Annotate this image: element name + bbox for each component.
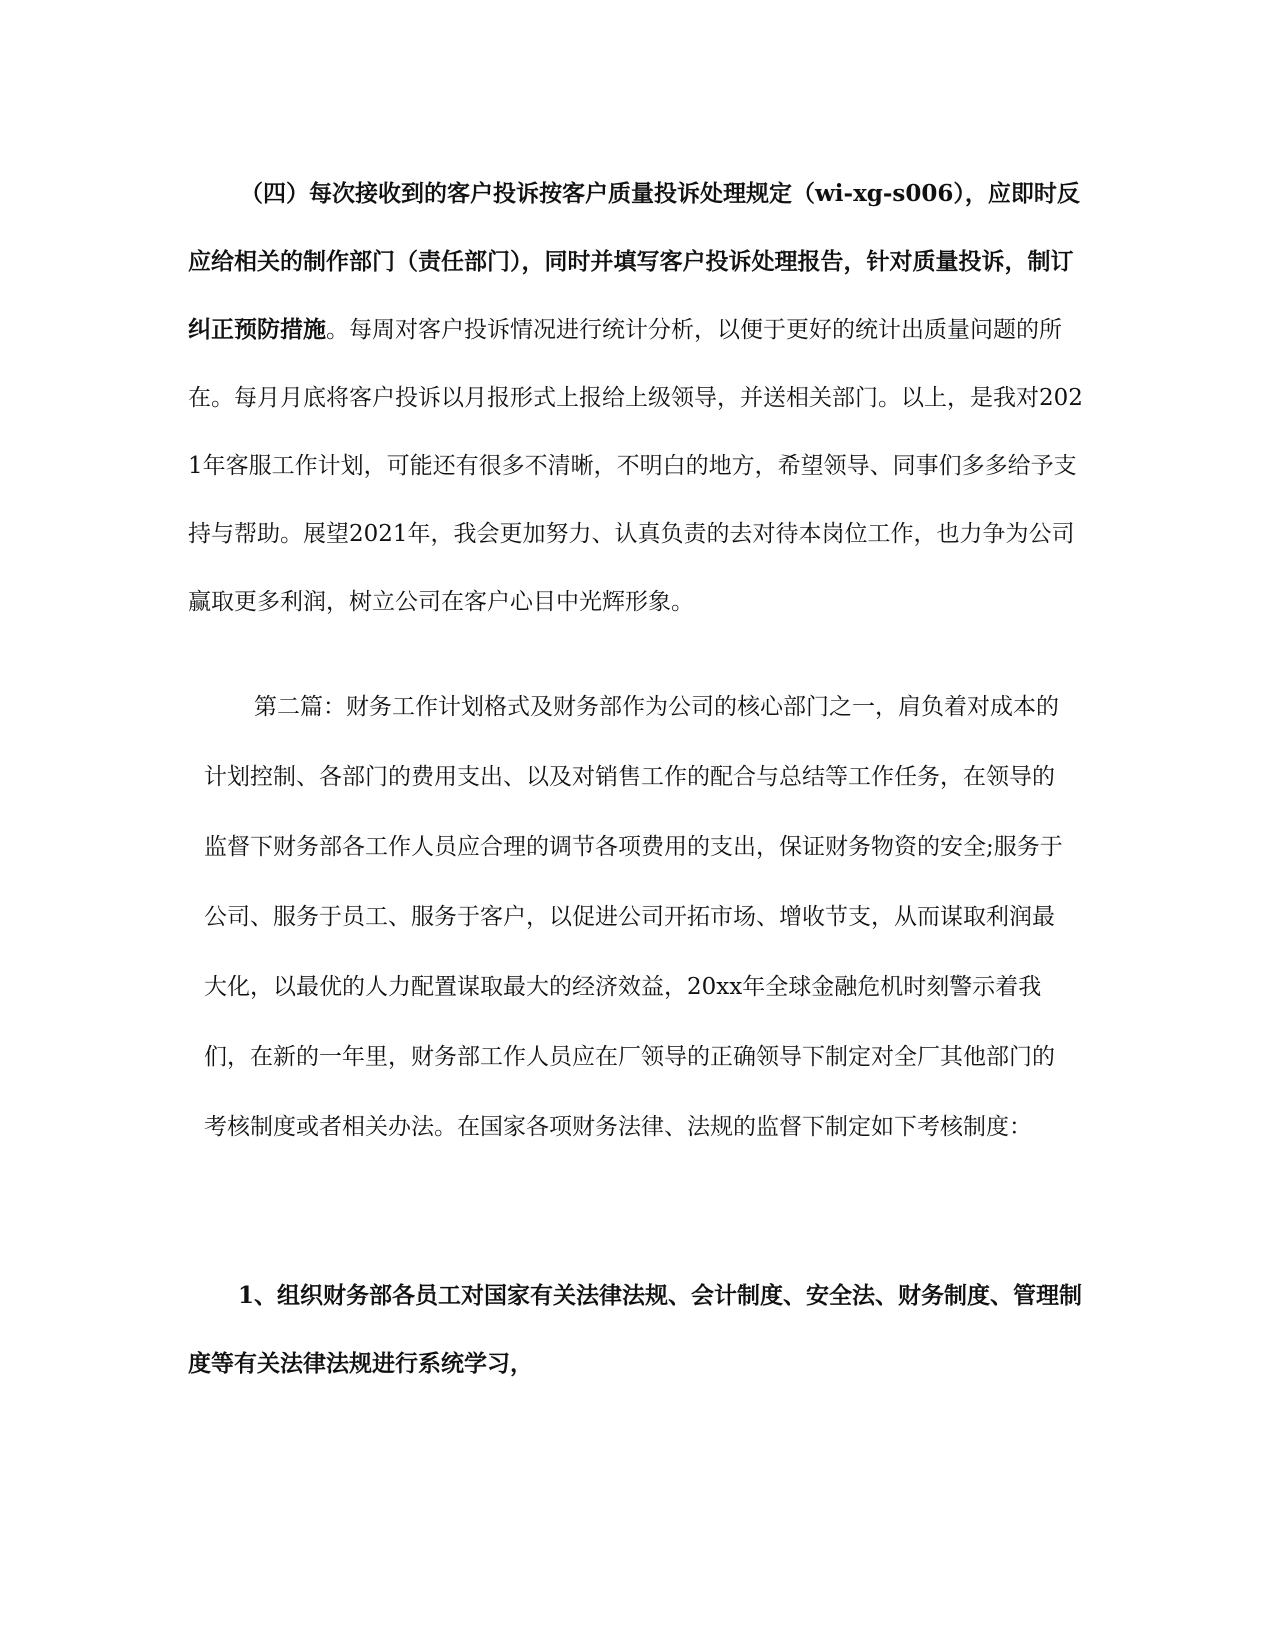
paragraph-finance-plan: 第二篇：财务工作计划格式及财务部作为公司的核心部门之一，肩负着对成本的计划控制、各部门的费用支出、以及对销售工作的配合与总结等工作任务，在领导的监督下财务部各工作人员应合理的调节各项费用的支出，保证财务物资的安全;服务于公司、服务于员工、服务于客户，以促进公司开拓市场、增收节支，从而谋取利润最大化，以最优的人力配置谋取最大的经济效益，20xx年全球金融危机时刻警示着我们，在新的一年里，财务部工作人员应在厂领导的正确领导下制定对全厂其他部门的考核制度或者相关办法。在国家各项财务法律、法规的监督下制定如下考核制度： <box>204 694 1063 1140</box>
paragraph-bold-lead: （四）每次接收到的客户投诉按客户质量投诉处理规定（wi-xg-s006），应即时反应给相关的制作部门（责任部门），同时并填写客户投诉处理报告，针对质量投诉，制订纠正预防措施 <box>188 180 1080 343</box>
paragraph-item-1: 1、组织财务部各员工对国家有关法律法规、会计制度、安全法、财务制度、管理制度等有关法律法规进行系统学习， <box>188 1282 1083 1377</box>
paragraph-body-text: 。每周对客户投诉情况进行统计分析，以便于更好的统计出质量问题的所在。每月月底将客户投诉以月报形式上报给上级领导，并送相关部门。以上，是我对2021年客服工作计划，可能还有很多不清晰，不明白的地方，希望领导、同事们多多给予支持与帮助。展望2021年，我会更加努力、认真负责的去对待本岗位工作，也力争为公司赢取更多利润，树立公司在客户心目中光辉形象。 <box>188 317 1083 615</box>
paragraph-customer-complaints <box>188 160 1088 636</box>
